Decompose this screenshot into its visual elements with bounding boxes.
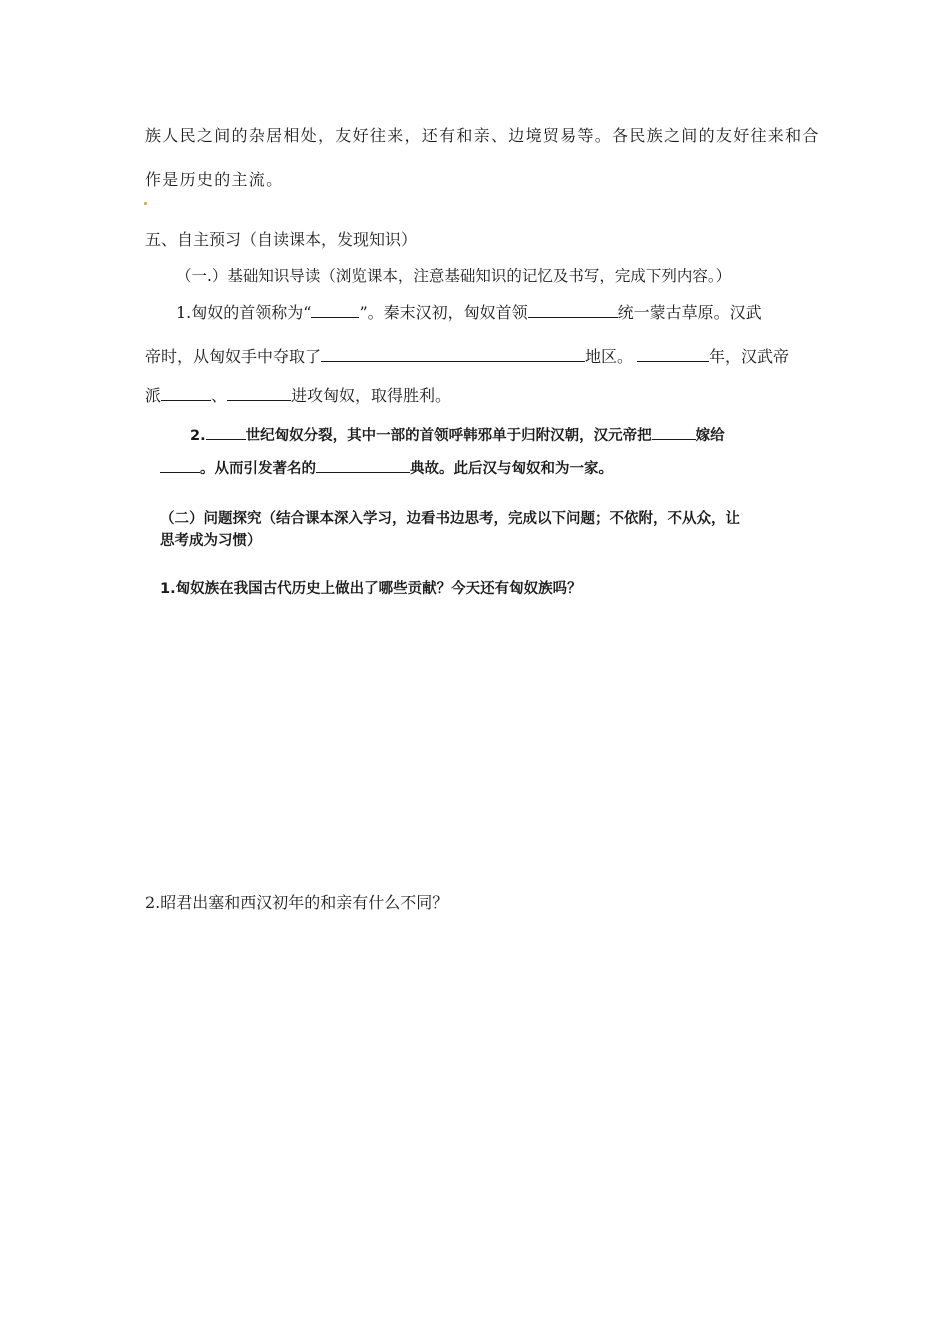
- fill-question-1-line-2: [145, 345, 789, 367]
- intro-line-2: 作是历史的主流。: [145, 170, 284, 189]
- inquiry-question-1: 1.匈奴族在我国古代历史上做出了哪些贡献？今天还有匈奴族吗？: [160, 581, 582, 597]
- answer-blank[interactable]: [652, 423, 696, 440]
- answer-blank[interactable]: [206, 423, 246, 440]
- answer-blank[interactable]: [311, 301, 359, 318]
- subsection-2-heading-line-1: （二）问题探究（结合课本深入学习，边看书边思考，完成以下问题；不依附，不从众，让: [160, 511, 740, 527]
- q1-text-8: 、: [211, 386, 228, 405]
- fill-question-1-line-3: [145, 384, 451, 406]
- subsection-2-heading-line-2: 思考成为习惯）: [160, 533, 262, 549]
- q1-text-7: 派: [145, 386, 162, 405]
- section-5-heading: 五、自主预习（自读课本，发现知识）: [145, 230, 418, 249]
- answer-blank[interactable]: [528, 301, 618, 318]
- inquiry-question-2: 2.昭君出塞和西汉初年的和亲有什么不同？: [145, 893, 449, 912]
- fill-question-1-line-1: [176, 301, 762, 323]
- answer-blank[interactable]: [316, 456, 410, 473]
- q1-text-4: 帝时，从匈奴手中夺取了: [145, 347, 322, 366]
- intro-line-1: 族人民之间的杂居相处，友好往来，还有和亲、边境贸易等。各民族之间的友好往来和合: [145, 126, 820, 145]
- q2-text-5: 典故。此后汉与匈奴和为一家。: [410, 461, 613, 477]
- answer-blank[interactable]: [160, 456, 200, 473]
- q1-text-3: 统一蒙古草原。汉武: [617, 303, 762, 322]
- fill-question-2-line-1: [190, 423, 725, 446]
- q2-text-4: 。从而引发著名的: [200, 461, 316, 477]
- subsection-1-heading: （一.）基础知识导读（浏览课本，注意基础知识的记忆及书写，完成下列内容。）: [176, 267, 732, 285]
- answer-blank[interactable]: [161, 384, 211, 401]
- q2-text-2: 世纪匈奴分裂，其中一部的首领呼韩邪单于归附汉朝，汉元帝把: [245, 428, 652, 444]
- q1-text-1: 1.匈奴的首领称为“: [176, 303, 312, 322]
- q2-text-3: 嫁给: [695, 428, 725, 444]
- answer-blank[interactable]: [227, 384, 291, 401]
- answer-blank[interactable]: [321, 345, 585, 362]
- q1-text-6: 年，汉武帝: [709, 347, 790, 366]
- q2-text-1: 2.: [190, 428, 206, 444]
- q1-text-5: 地区。: [585, 347, 634, 366]
- answer-blank[interactable]: [637, 345, 709, 362]
- fill-question-2-line-2: [160, 456, 613, 479]
- q1-text-9: 进攻匈奴，取得胜利。: [291, 386, 452, 405]
- stray-mark: [144, 202, 147, 205]
- q1-text-2: ”。秦末汉初，匈奴首领: [359, 303, 528, 322]
